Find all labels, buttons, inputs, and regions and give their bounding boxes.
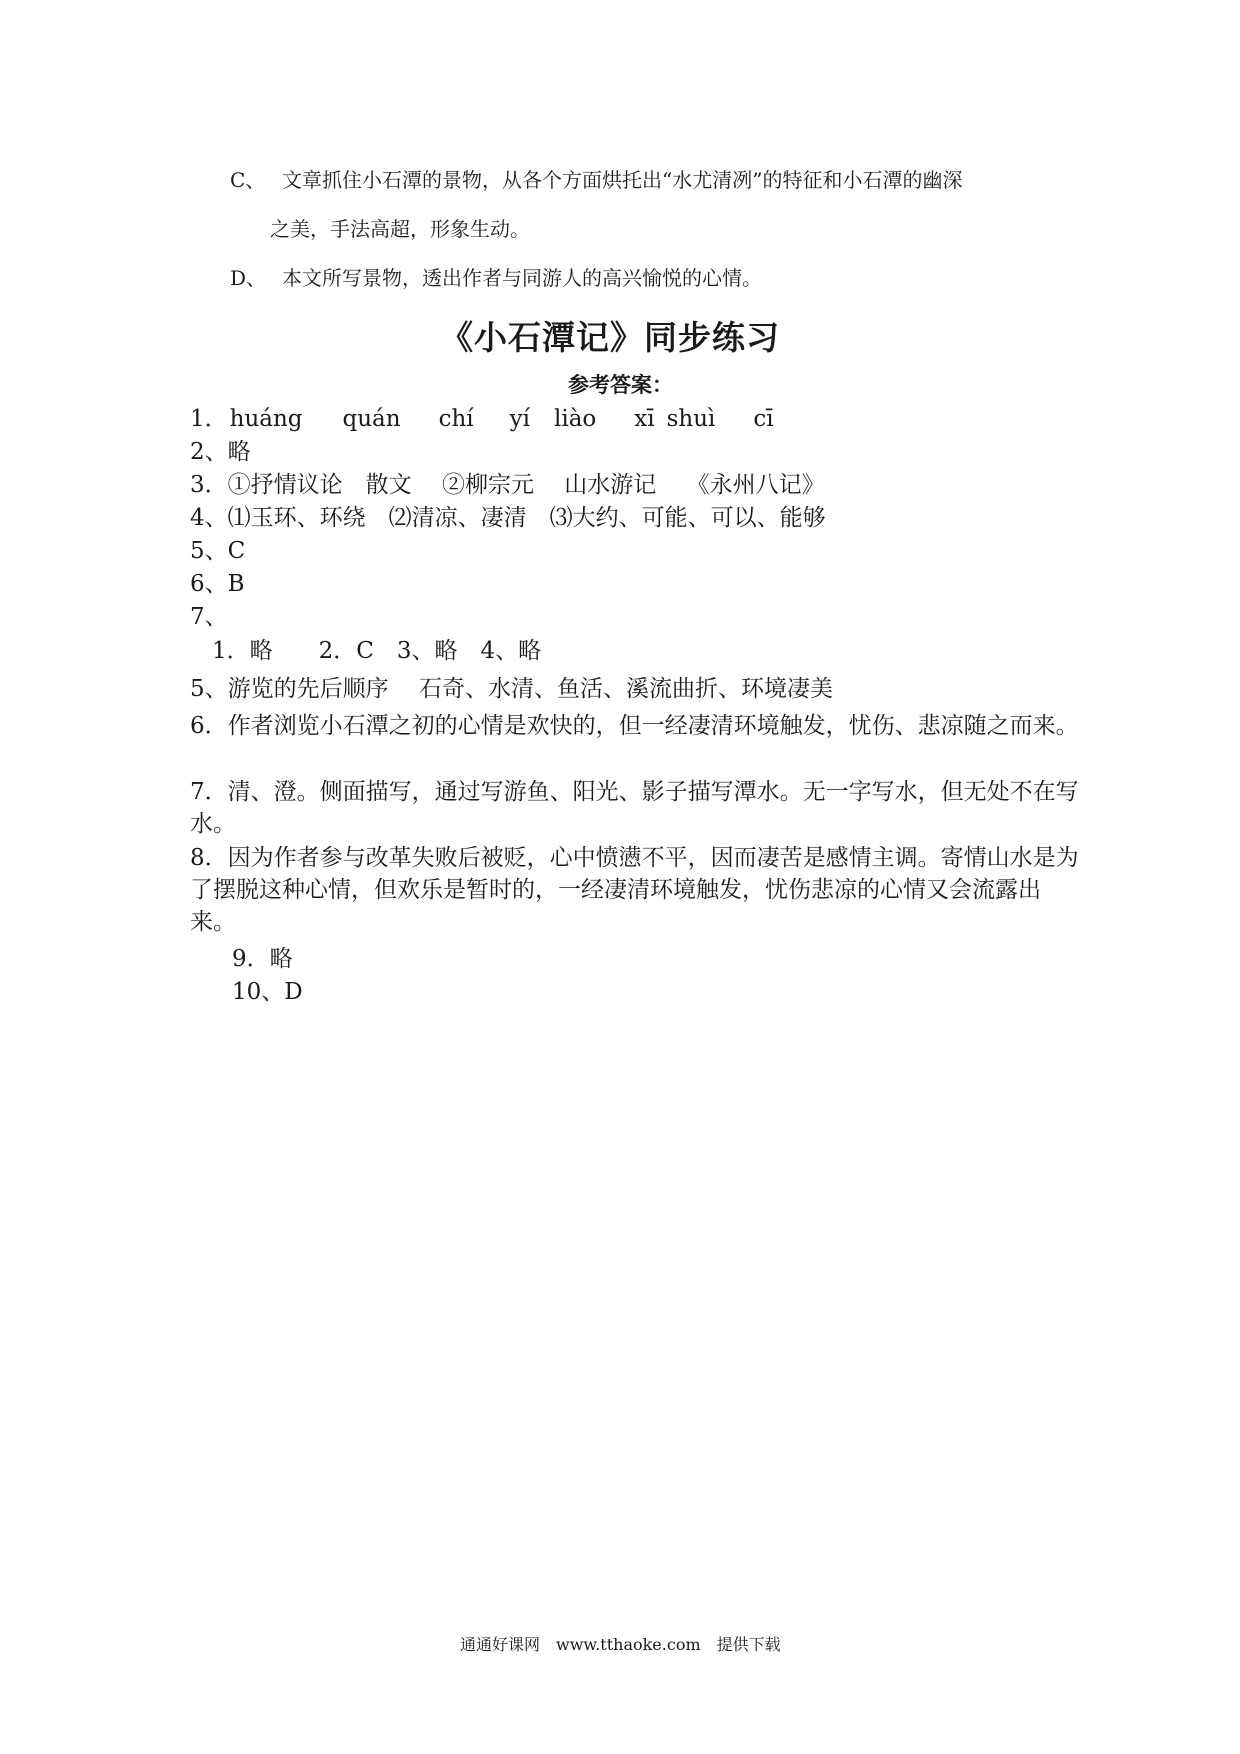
answer-b10: 10、D <box>232 979 303 1005</box>
pinyin-item: liào <box>554 406 597 432</box>
answer-7-sub: 1．略 2．C 3、略 4、略 <box>212 638 542 664</box>
pinyin-item: xī <box>634 406 655 432</box>
pinyin-item: cī <box>753 406 774 432</box>
page-title: 《小石潭记》同步练习 <box>440 318 780 357</box>
answer-b9: 9．略 <box>232 946 293 972</box>
option-d-label: D、 <box>230 266 267 290</box>
pinyin-item: quán <box>342 406 401 432</box>
answer-7: 7、 <box>190 604 228 630</box>
option-c-label: C、 <box>230 168 266 192</box>
answer-2: 2、略 <box>190 439 251 465</box>
option-c-text-line1: 文章抓住小石潭的景物，从各个方面烘托出“水尤清冽”的特征和小石潭的幽深 <box>282 168 963 192</box>
pinyin-item: shuì <box>666 406 716 432</box>
answer-6: 6、B <box>190 571 245 597</box>
answers-subtitle: 参考答案： <box>568 372 673 397</box>
answer-4: 4、⑴玉环、环绕 ⑵清凉、凄清 ⑶大约、可能、可以、能够 <box>190 505 826 531</box>
pinyin-item: huáng <box>229 406 303 432</box>
answer-1-number: 1． <box>190 406 228 432</box>
answer-1 <box>190 400 774 433</box>
pinyin-item: chí <box>438 406 474 432</box>
option-d-text: 本文所写景物，透出作者与同游人的高兴愉悦的心情。 <box>282 266 762 290</box>
pinyin-item: yí <box>509 406 530 432</box>
answer-5: 5、C <box>190 538 246 564</box>
answer-b5: 5、游览的先后顺序 石奇、水清、鱼活、溪流曲折、环境凄美 <box>190 676 833 702</box>
answer-3: 3．①抒情议论 散文 ②柳宗元 山水游记 《永州八记》 <box>190 472 825 498</box>
answer-b8: 8．因为作者参与改革失败后被贬，心中愤懑不平，因而凄苦是感情主调。寄情山水是为了摆脱这种心情，但欢乐是暂时的，一经凄清环境触发，忧伤悲凉的心情又会流露出来。 <box>190 845 1079 935</box>
answer-b7: 7．清、澄。侧面描写，通过写游鱼、阳光、影子描写潭水。无一字写水，但无处不在写水。 <box>190 779 1079 837</box>
page-footer: 通通好课网 www.tthaoke.com 提供下载 <box>460 1635 781 1654</box>
answer-b6: 6．作者浏览小石潭之初的心情是欢快的，但一经凄清环境触发，忧伤、悲凉随之而来。 <box>190 713 1079 739</box>
option-c-text-line2: 之美，手法高超，形象生动。 <box>270 217 530 241</box>
